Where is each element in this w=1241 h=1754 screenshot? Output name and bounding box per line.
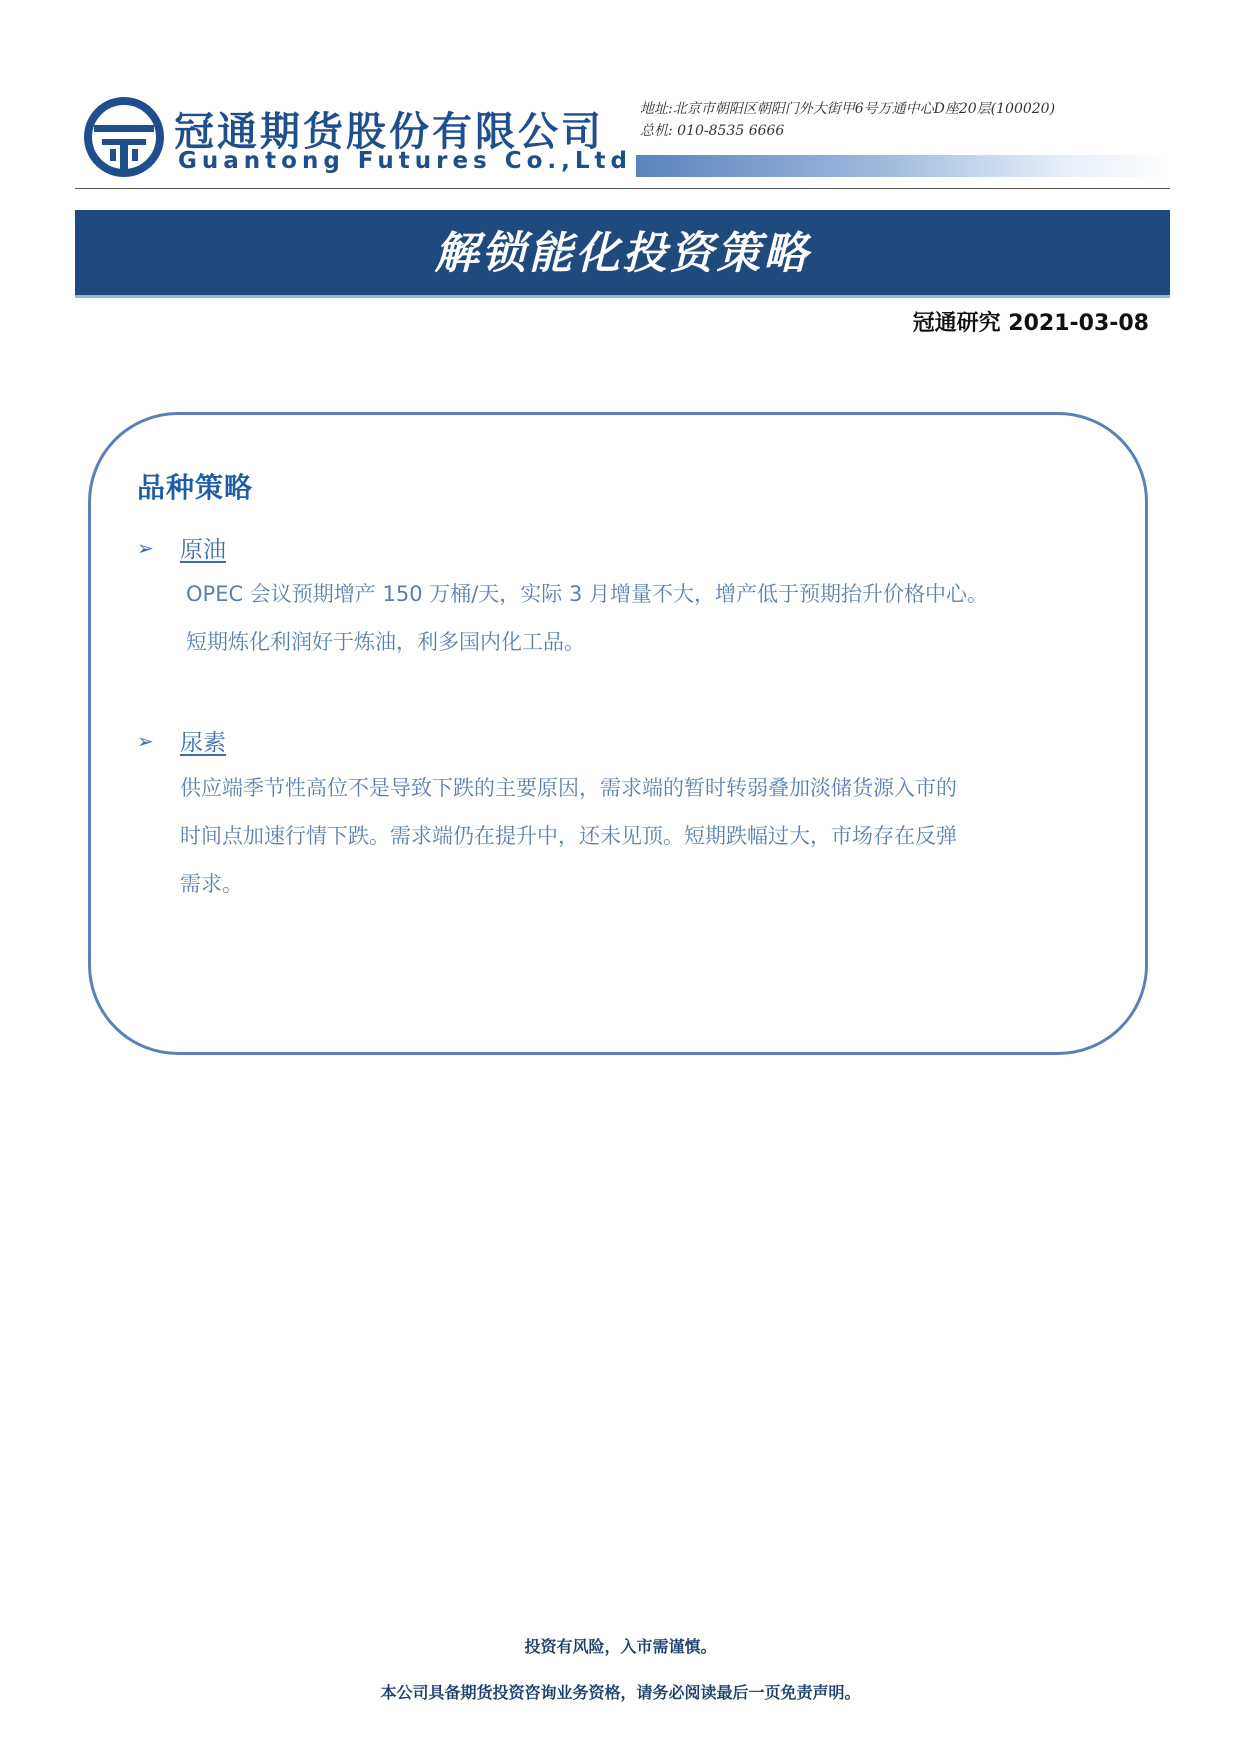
company-name-cn: 冠通期货股份有限公司 — [174, 109, 604, 155]
item-body-urea — [180, 764, 957, 908]
page-title: 解锁能化投资策略 — [434, 228, 811, 279]
body-line: 供应端季节性高位不是导致下跌的主要原因，需求端的暂时转弱叠加淡储货源入市的 — [180, 776, 957, 800]
strategy-panel — [88, 412, 1148, 1055]
risk-warning: 投资有风险，入市需谨慎。 — [524, 1637, 717, 1656]
title-banner — [75, 210, 1170, 298]
guantong-logo-icon — [84, 97, 164, 177]
company-name-en: Guantong Futures Co.,Ltd — [178, 148, 633, 174]
bullet-arrow-icon: ➢ — [137, 536, 154, 560]
body-line: 需求。 — [180, 872, 243, 896]
item-title-urea: 尿素 — [180, 730, 226, 756]
body-line: OPEC 会议预期增产 150 万桶/天，实际 3 月增量不大，增产低于预期抬升价格中心。 — [186, 582, 989, 606]
section-heading: 品种策略 — [137, 471, 254, 504]
body-line: 时间点加速行情下跌。需求端仍在提升中，还未见顶。短期跌幅过大，市场存在反弹 — [180, 824, 957, 848]
header-divider — [75, 188, 1170, 189]
company-address: 地址:北京市朝阳区朝阳门外大街甲6号万通中心D座20层(100020) — [640, 101, 1056, 117]
body-line: 短期炼化利润好于炼油，利多国内化工品。 — [186, 630, 585, 654]
header-gradient-bar — [636, 155, 1170, 177]
company-phone: 总机: 010-8535 6666 — [640, 123, 785, 139]
item-body-crude-oil — [186, 570, 988, 666]
disclaimer-notice: 本公司具备期货投资咨询业务资格，请务必阅读最后一页免责声明。 — [380, 1683, 861, 1702]
report-dateline: 冠通研究 2021-03-08 — [912, 311, 1149, 336]
bullet-arrow-icon: ➢ — [137, 729, 154, 753]
item-title-crude-oil: 原油 — [180, 537, 226, 563]
